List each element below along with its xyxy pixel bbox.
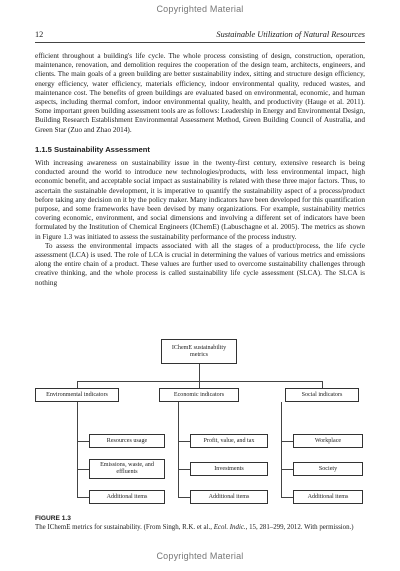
connector-line — [77, 441, 89, 442]
env-item: Additional items — [89, 490, 165, 504]
connector-line — [199, 381, 200, 388]
section-heading: 1.1.5 Sustainability Assessment — [35, 144, 150, 154]
connector-line — [77, 469, 89, 470]
connector-line — [77, 402, 78, 497]
soc-item: Society — [293, 462, 363, 476]
connector-line — [178, 402, 179, 497]
env-item: Resources usage — [89, 434, 165, 448]
copyright-watermark-top: Copyrighted Material — [156, 4, 244, 14]
connector-line — [77, 497, 89, 498]
intro-paragraph: efficient throughout a building's life cycle. The whole process consisting of design, construction, operation, maintenance, renovation, and demolition requires the cooperation of the design team, architects, engineers, and clients. The main goals of a green building are better sustainability index, sitting and structure design efficiency, energy efficiency, water efficiency, materials efficiency, indoor environmental quality, reduced wastes, and maintenance cost. The benefits of green buildings are evaluated based on environmental, economic, and human aspects, including thermal comfort, indoor environmental quality, health, and productivity (Hauge et al. 2011). Some important green building assessment tools are as follows: Leadership in Energy and Environmental Design, Building Research Establishment Environmental Assessment Method, Green Building Council of Australia, and Green Star (Zuo and Zhao 2014). — [35, 52, 365, 134]
connector-line — [322, 381, 323, 388]
body-paragraph: With increasing awareness on sustainability issue in the twenty-first century, extensive research is being conducted around the world to introduce new technologies/products, with less environmental impact, high economic benefit, and acceptable social impact as sustainability is related with these three major factors. Thus, to ascertain the sustainable development, it is imperative to quantify the sustainability aspect of a process/product before taking any decision on it by the policy maker. Many indicators have been developed for this quantification purpose, and some frameworks have been devised by many organizations. For example, sustainability metrics covering economic, environment, and social dimensions and involving a different set of indicators have been formulated by the Institution of Chemical Engineers (IChemE) (Labuschagne et al. 2005). The metrics as shown in Figure 1.3 was initiated to assess the sustainability performance of the process industry. — [35, 159, 365, 241]
connector-line — [281, 402, 282, 497]
running-title: Sustainable Utilization of Natural Resources — [216, 30, 365, 39]
caption-text — [35, 524, 365, 533]
connector-line — [178, 469, 190, 470]
category-economic: Economic indicators — [159, 388, 239, 402]
body-paragraph: To assess the environmental impacts associated with all the stages of a product/process, the life cycle assessment (LCA) is used. The role of LCA is crucial in determining the values of various metrics and emissions along the entire chain of a product. These values are further used to overcome sustainability challenges through creative thinking, and the whole process is called sustainability life cycle assessment (SLCA). The SLCA is nothing — [35, 241, 365, 287]
connector-line — [281, 441, 293, 442]
page-number: 12 — [35, 30, 44, 39]
root-node: IChemE sustainability metrics — [161, 339, 237, 364]
category-social: Social indicators — [285, 388, 359, 402]
figure-caption — [35, 515, 365, 532]
page-body — [35, 52, 365, 288]
page-header — [35, 30, 365, 43]
connector-line — [281, 497, 293, 498]
caption-text-part: The IChemE metrics for sustainability. (From Singh, R.K. et al., — [35, 523, 214, 531]
copyright-watermark-bottom: Copyrighted Material — [156, 551, 244, 561]
env-item: Emissions, waste, and effluents — [89, 459, 165, 479]
soc-item: Additional items — [293, 490, 363, 504]
connector-line — [281, 469, 293, 470]
eco-item: Profit, value, and tax — [190, 434, 268, 448]
eco-item: Investments — [190, 462, 268, 476]
figure-label: FIGURE 1.3 — [35, 515, 71, 522]
caption-journal: Ecol. Indic. — [213, 523, 246, 531]
caption-text-part: , 15, 281–299, 2012. With permission.) — [245, 523, 354, 531]
category-environmental: Environmental indicators — [35, 388, 119, 402]
connector-line — [178, 441, 190, 442]
figure-diagram — [33, 335, 367, 513]
connector-line — [77, 381, 78, 388]
eco-item: Additional items — [190, 490, 268, 504]
connector-line — [199, 364, 200, 381]
soc-item: Workplace — [293, 434, 363, 448]
connector-line — [178, 497, 190, 498]
